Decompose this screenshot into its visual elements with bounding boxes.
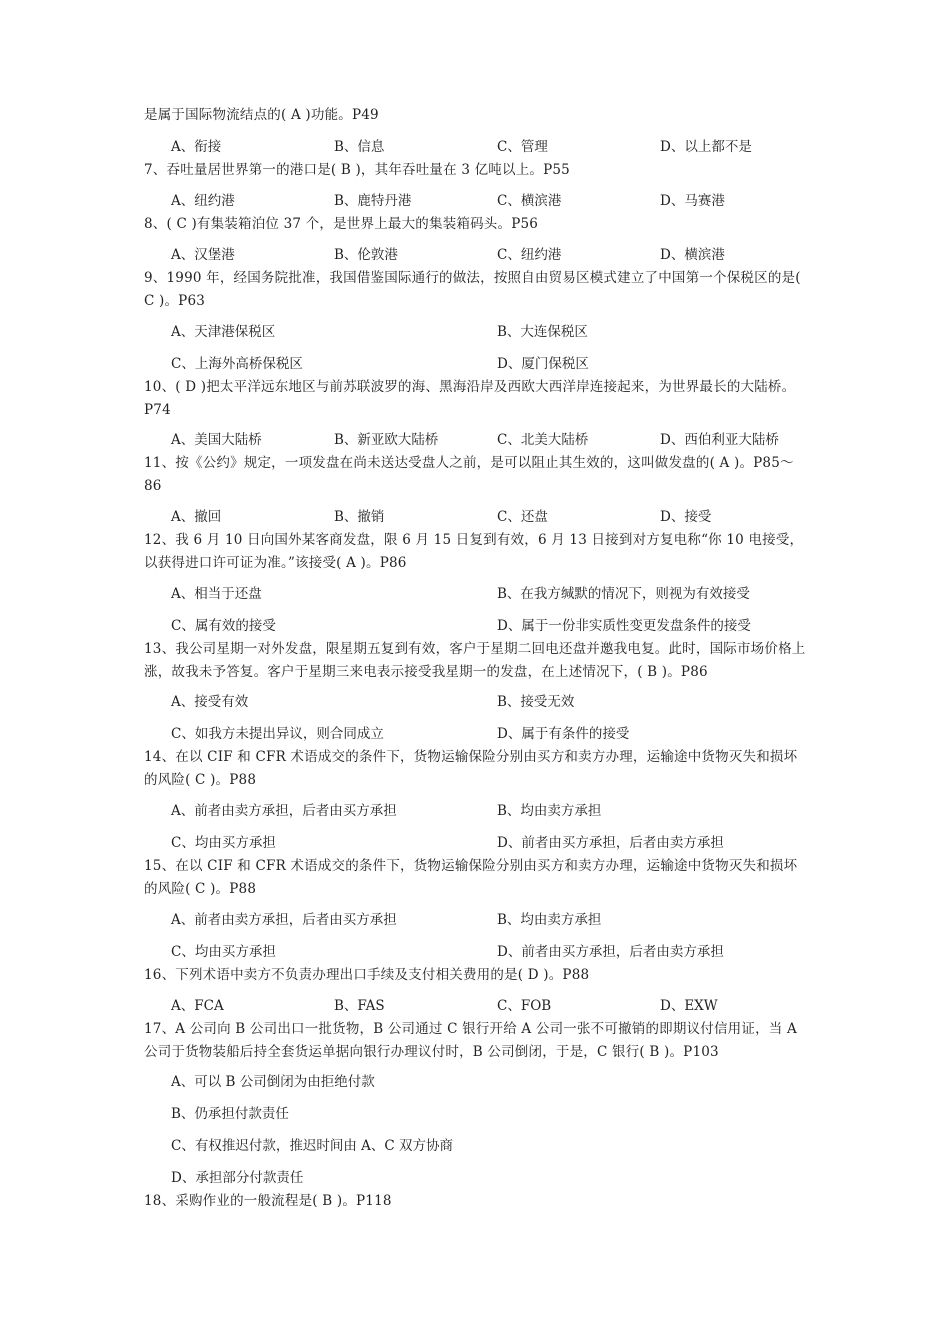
option-d: D、属于有条件的接受 xyxy=(497,726,630,742)
option-b: B、伦敦港 xyxy=(334,247,398,263)
option-b: B、均由卖方承担 xyxy=(497,912,602,928)
option-a: A、汉堡港 xyxy=(171,247,235,263)
option-a: A、可以 B 公司倒闭为由拒绝付款 xyxy=(171,1074,375,1090)
option-a: A、美国大陆桥 xyxy=(171,432,262,448)
question-9-stem: 9、1990 年，经国务院批准，我国借鉴国际通行的做法，按照自由贸易区模式建立了中国第一个保税区的是( C )。P63 xyxy=(144,270,801,309)
question-14-options-row1 xyxy=(171,800,811,822)
question-7-stem: 7、吞吐量居世界第一的港口是( B )，其年吞吐量在 3 亿吨以上。P55 xyxy=(144,162,570,178)
question-17-option-d xyxy=(171,1167,811,1189)
question-17-option-c xyxy=(171,1135,811,1157)
option-c: C、横滨港 xyxy=(497,193,562,209)
question-15-options-row2 xyxy=(171,941,811,963)
option-c: C、还盘 xyxy=(497,509,548,525)
option-a: A、撤回 xyxy=(171,509,222,525)
option-d: D、前者由买方承担，后者由卖方承担 xyxy=(497,944,724,960)
option-a: A、相当于还盘 xyxy=(171,586,262,602)
option-d: D、马赛港 xyxy=(660,193,725,209)
option-d: D、属于一份非实质性变更发盘条件的接受 xyxy=(497,618,751,634)
option-c: C、管理 xyxy=(497,139,548,155)
option-d: D、接受 xyxy=(660,509,712,525)
question-13-options-row1 xyxy=(171,691,811,713)
option-d: D、厦门保税区 xyxy=(497,356,589,372)
option-c: C、均由买方承担 xyxy=(171,944,276,960)
question-11-stem: 11、按《公约》规定，一项发盘在尚未送达受盘人之前，是可以阻止其生效的，这叫做发盘的( A )。P85～86 xyxy=(144,455,794,494)
question-15-stem: 15、在以 CIF 和 CFR 术语成交的条件下，货物运输保险分别由买方和卖方办理，运输途中货物灭失和损坏的风险( C )。P88 xyxy=(144,858,798,897)
question-8-options xyxy=(171,244,811,266)
question-8-stem: 8、( C )有集装箱泊位 37 个，是世界上最大的集装箱码头。P56 xyxy=(144,216,539,232)
option-c: C、有权推迟付款，推迟时间由 A、C 双方协商 xyxy=(171,1138,453,1154)
option-b: B、鹿特丹港 xyxy=(334,193,412,209)
question-10-stem: 10、( D )把太平洋远东地区与前苏联波罗的海、黑海沿岸及西欧大西洋岸连接起来，为世界最长的大陆桥。P74 xyxy=(144,379,796,418)
question-14-options-row2 xyxy=(171,832,811,854)
option-a: A、接受有效 xyxy=(171,694,249,710)
option-b: B、FAS xyxy=(334,998,385,1014)
option-a: A、衔接 xyxy=(171,139,222,155)
option-c: C、FOB xyxy=(497,998,552,1014)
option-a: A、前者由卖方承担，后者由买方承担 xyxy=(171,912,397,928)
question-11-options xyxy=(171,506,811,528)
option-d: D、以上都不是 xyxy=(660,139,752,155)
option-b: B、撤销 xyxy=(334,509,385,525)
question-6-stem: 是属于国际物流结点的( A )功能。P49 xyxy=(144,107,379,123)
option-c: C、上海外高桥保税区 xyxy=(171,356,303,372)
question-12-options-row2 xyxy=(171,615,811,637)
option-a: A、前者由卖方承担，后者由买方承担 xyxy=(171,803,397,819)
question-9-options-row1 xyxy=(171,321,811,343)
question-12-stem: 12、我 6 月 10 日向国外某客商发盘，限 6 月 15 日复到有效，6 月 13 日接到对方复电称“你 10 电接受，以获得进口许可证为准。”该接受( A )。P86 xyxy=(144,532,804,571)
option-d: D、横滨港 xyxy=(660,247,725,263)
option-b: B、均由卖方承担 xyxy=(497,803,602,819)
option-a: A、天津港保税区 xyxy=(171,324,276,340)
option-a: A、纽约港 xyxy=(171,193,235,209)
option-d: D、承担部分付款责任 xyxy=(171,1170,304,1186)
option-b: B、大连保税区 xyxy=(497,324,588,340)
question-18-stem: 18、采购作业的一般流程是( B )。P118 xyxy=(144,1193,392,1209)
option-b: B、仍承担付款责任 xyxy=(171,1106,289,1122)
option-c: C、均由买方承担 xyxy=(171,835,276,851)
option-c: C、如我方未提出异议，则合同成立 xyxy=(171,726,384,742)
question-7-options xyxy=(171,190,811,212)
question-6-options xyxy=(171,136,811,158)
question-10-options xyxy=(171,429,811,451)
option-b: B、接受无效 xyxy=(497,694,575,710)
question-17-stem: 17、A 公司向 B 公司出口一批货物，B 公司通过 C 银行开给 A 公司一张不可撤销的即期议付信用证，当 A 公司于货物装船后持全套货运单据向银行办理议付时，B 公司倒闭，于是，C 银行( B )。P103 xyxy=(144,1021,797,1060)
question-14-stem: 14、在以 CIF 和 CFR 术语成交的条件下，货物运输保险分别由买方和卖方办理，运输途中货物灭失和损坏的风险( C )。P88 xyxy=(144,749,798,788)
question-15-options-row1 xyxy=(171,909,811,931)
question-17-option-b xyxy=(171,1103,811,1125)
option-d: D、西伯利亚大陆桥 xyxy=(660,432,779,448)
option-a: A、FCA xyxy=(171,998,224,1014)
option-b: B、新亚欧大陆桥 xyxy=(334,432,439,448)
question-17-option-a xyxy=(171,1071,811,1093)
option-c: C、北美大陆桥 xyxy=(497,432,589,448)
question-9-options-row2 xyxy=(171,353,811,375)
option-c: C、属有效的接受 xyxy=(171,618,276,634)
option-d: D、前者由买方承担，后者由卖方承担 xyxy=(497,835,724,851)
question-16-stem: 16、下列术语中卖方不负责办理出口手续及支付相关费用的是( D )。P88 xyxy=(144,967,590,983)
question-12-options-row1 xyxy=(171,583,811,605)
question-13-stem: 13、我公司星期一对外发盘，限星期五复到有效，客户于星期二回电还盘并邀我电复。此时，国际市场价格上涨，故我未予答复。客户于星期三来电表示接受我星期一的发盘，在上述情况下，( B )。P86 xyxy=(144,641,806,680)
option-b: B、信息 xyxy=(334,139,385,155)
question-16-options xyxy=(171,995,811,1017)
question-13-options-row2 xyxy=(171,723,811,745)
option-c: C、纽约港 xyxy=(497,247,562,263)
option-b: B、在我方缄默的情况下，则视为有效接受 xyxy=(497,586,750,602)
option-d: D、EXW xyxy=(660,998,718,1014)
